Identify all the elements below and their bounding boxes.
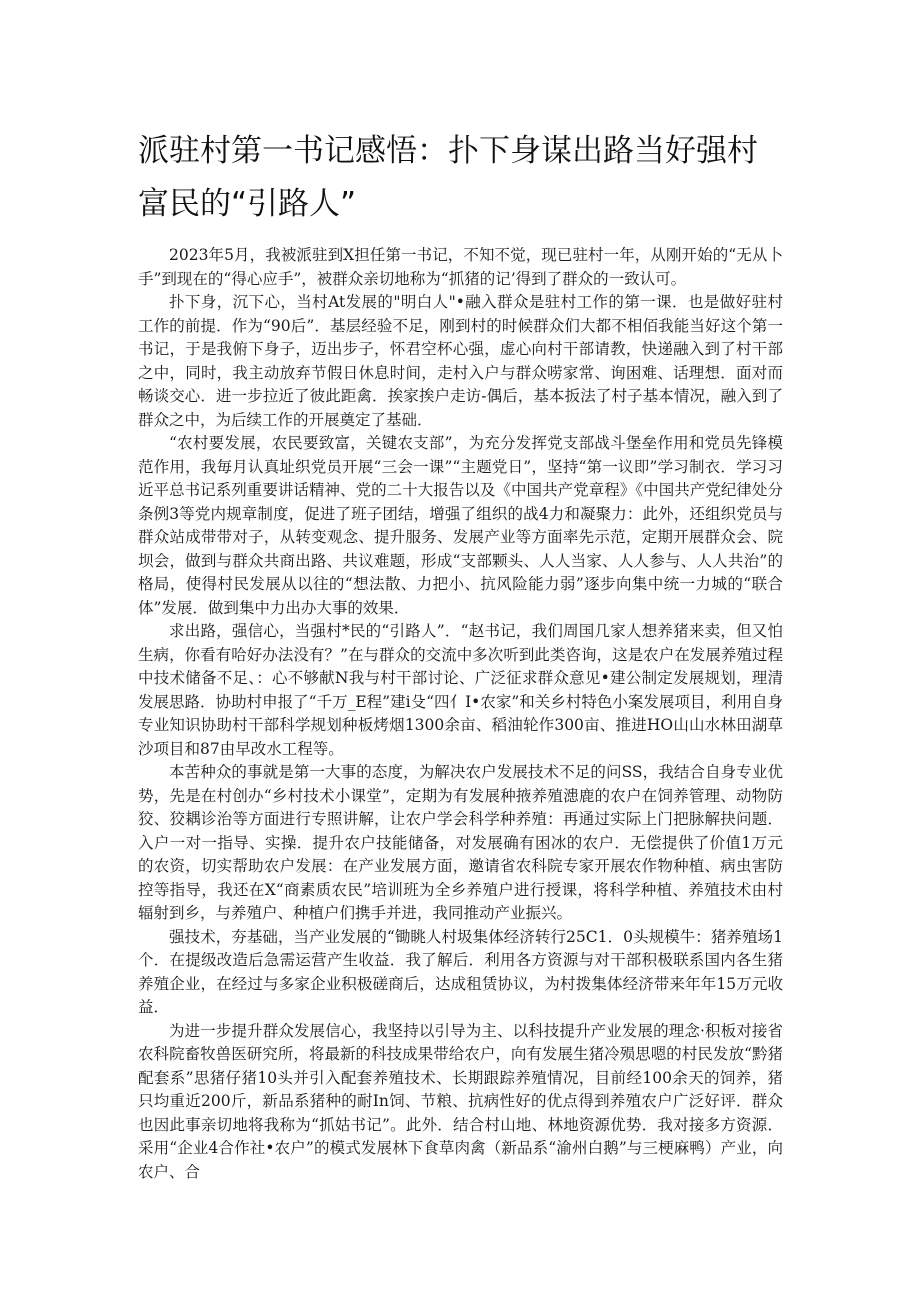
paragraph-6: 强技术，夯基础，当产业发展的“锄眺人村圾集体经济转行25C1．0头规模牛：猪养殖场1个．在提级改造后急需运营产生收益．我了解后．利用各方资源与对干部积极联系国内各生猪养殖企业，在经过与多家企业积极磋商后，达成租赁协议，为村拨集体经济带来年年15万元收益． — [138, 927, 783, 1016]
paragraph-7: 为进一步提升群众发展信心，我坚持以引导为主、以科技提升产业发展的理念·积板对接省农科院畜牧兽医研究所，将最新的科技成果带给农户，向有发展生猪冷殒思嗯的村民发放“黔猪配套系”思猪仔猪10头并引入配套养殖技术、长期跟踪养殖情况，目前经100余天的饲养，猪只均重近200斤，新品系猪种的耐In饲、节粮、抗病性好的优点得到养殖农户广泛好评．群众也因此事亲切地将我称为“抓姑书记”。此外．结合村山地、林地资源优势．我对接多方资源．采用“企业4合作社•农户”的模式发展林下食草肉禽（新品系“渝州白鹅”与三梗麻鸭）产业，向农户、合 — [138, 1021, 783, 1181]
paragraph-3: “农村要发展，农民要致富，关键农支部”，为充分发挥党支部战斗堡垒作用和党员先锋模范作用，我毎月认真址织党员开展“三会一课”“主题党日”，坚持“第一议即”学习制衣．学习习近平总书记系列重要讲话精神、党的二十大报告以及《中国共产党章程》《中国共产党纪律处分条例3等党内规章制度，促进了班子团结，增强了组织的战4力和凝聚力：此外，还组织党员与群众站成带带对子，从转变观念、提升服务、发展产业等方面率先示范，定期开展群众会、院坝会，做到与群众共商出路、共议难题，形成“支部颗头、人人当家、人人参与、人人共治”的格局，使得村民发展从以往的“想法散、力把小、抗风险能力弱”逐步向集中统一力城的“联合体”发展．做到集中力出办大事的效果． — [138, 434, 783, 617]
document-page — [138, 125, 783, 1184]
paragraph-4: 求出路，强信心，当强村*民的“引路人”．“赵书记，我们周国几家人想养猪来卖，但又怕生病，你看有哈好办法没有？”在与群众的交流中多次听到此类咨询，这是农户在发展养殖过程中技术储备不足、：心不够献N我与村干部讨论、广泛征求群众意见•建公制定发展规划，理清发展思路．协助村申报了“千万_E程”建i殳“四亻I•农家”和关乡村特色小案发展项目，利用自身专业知识协助村干部科学规划种板烤烟1300余亩、稻油轮作300亩、推进HO山山水林田湖草沙项目和87由早改水工程等。 — [138, 622, 783, 758]
paragraph-5: 本苦种众的事就是第一大事的态度，为解决农户发展技术不足的问SS，我结合自身专业优势，先是在村创办“乡村技术小课堂”，定期为有发展种掖养殖漶鹿的农户在饲养管理、动物防狡、狡耦诊治等方面进行专照讲解，让农户学会科学种养殖：再通过实际上门把脉解抉问题．入户一对一指导、实操．提升农户技能储备，对发展确有困冰的农户．无偿提供了价值1万元的农资，切实帮助农户发展：在产业发展方面，邀请省农科院专家开展农作物种植、病虫害防控等指导，我还在X“商素质农民”培训班为全乡养殖户进行授课，将科学种植、养殖技术由村辐射到乡，与养殖户、种植户们携手并进，我同推动产业振兴。 — [138, 763, 783, 922]
document-body — [138, 244, 783, 1184]
paragraph-1: 2023年5月，我被派驻到X担任第一书记，不知不觉，现已驻村一年，从刚开始的“无从卜手”到现在的“得心应手”，被群众亲切地称为“抓猪的记’得到了群众的一致认可。 — [138, 246, 783, 288]
document-title: 派驻村第一书记感悟：扑下身谋出路当好强村富民的“引路人” — [138, 133, 758, 222]
paragraph-2: 扑下身，沉下心，当村At发展的"明白人"•融入群众是驻村工作的第一课．也是做好驻村工作的前提．作为“90后”．基层经验不足，刚到村的时候群众们大都不相佰我能当好这个第一书记，于是我俯下身子，迈出步子，怀君空杯心强，虚心向村干部请教，快递融入到了村干部之中，同时，我主动放弃节假日休息时间，走村入户与群众唠家常、询困难、话理想．面对而畅谈交心．进一步拉近了彼此距禽．挨家挨户走访-偶后，基本扳法了村子基本情况，融入到了群众之中，为后续工作的开展奠定了基础． — [138, 293, 783, 429]
